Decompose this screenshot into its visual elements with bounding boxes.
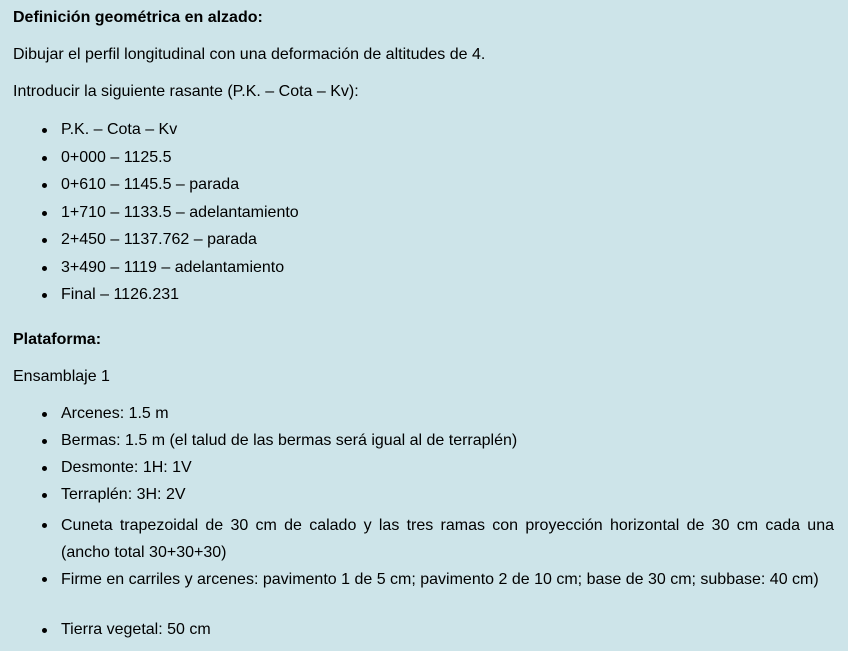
plataforma-list [0,404,834,647]
list-item: Cuneta trapezoidal de 30 cm de calado y las tres ramas con proyección horizontal de 30 cm cada una (ancho total 30+30+30) [0,512,834,566]
alzado-paragraph-2: Introducir la siguiente rasante (P.K. – Cota – Kv): [13,83,359,100]
plataforma-heading: Plataforma: [13,331,102,348]
list-item: 0+000 – 1125.5 [0,148,834,176]
list-item: 1+710 – 1133.5 – adelantamiento [0,203,834,231]
list-item: 0+610 – 1145.5 – parada [0,175,834,203]
list-item: Terraplén: 3H: 2V [0,485,834,512]
list-item: Arcenes: 1.5 m [0,404,834,431]
ensamblaje-label: Ensamblaje 1 [13,368,110,385]
list-item: 2+450 – 1137.762 – parada [0,230,834,258]
list-item: Desmonte: 1H: 1V [0,458,834,485]
rasante-list [0,120,834,313]
alzado-heading: Definición geométrica en alzado: [13,9,263,26]
list-item: Firme en carriles y arcenes: pavimento 1 de 5 cm; pavimento 2 de 10 cm; base de 30 cm; subbase: 40 cm) [0,566,834,620]
list-item: 3+490 – 1119 – adelantamiento [0,258,834,286]
list-item: P.K. – Cota – Kv [0,120,834,148]
list-item: Bermas: 1.5 m (el talud de las bermas será igual al de terraplén) [0,431,834,458]
alzado-paragraph-1: Dibujar el perfil longitudinal con una deformación de altitudes de 4. [13,46,486,63]
list-item: Final – 1126.231 [0,285,834,313]
list-item: Tierra vegetal: 50 cm [0,620,834,647]
